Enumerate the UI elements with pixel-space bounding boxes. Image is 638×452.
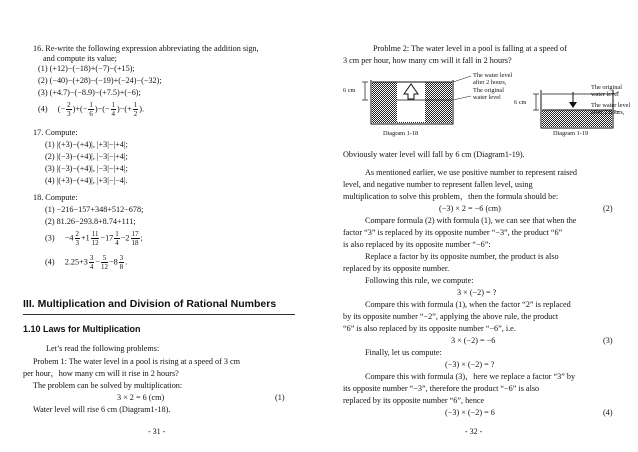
body-line: is also replaced by its opposite number “−6”: xyxy=(343,240,491,249)
subsection-title: 1.10 Laws for Multiplication xyxy=(23,324,141,334)
page-number: - 32 - xyxy=(465,427,483,436)
formula-1: 3 × 2 = 6 (cm) xyxy=(117,393,165,402)
d18-after-label: after 2 hours, xyxy=(473,79,507,86)
body-line: by its opposite number “−2”, applying the above rule, the product xyxy=(343,312,559,321)
q18-item-3: (3) −4 $\frac{2}{3}$ +1 $\frac{11}{12}$ −17 $\frac{1}{4}$ −2 $\frac{17}{18}$ ; xyxy=(45,230,143,247)
body-line: replaced by its opposite number. xyxy=(343,264,450,273)
d18-caption: Diagram 1-18 xyxy=(383,130,419,137)
formula-3-number: (3) xyxy=(603,336,613,345)
formula-4: (−3) × (−2) = 6 xyxy=(445,408,495,417)
body-line: per hour，how many cm will it rise in 2 hours? xyxy=(23,369,179,378)
water-level-diagram xyxy=(343,72,633,160)
body-line: As mentioned earlier, we use positive number to represent raised xyxy=(365,168,578,177)
d19-after-label: The water level xyxy=(591,102,631,109)
q18-item-2: (2) 81.26−293.8+8.74+111; xyxy=(45,217,136,226)
q16-item-2: (2) (−40)−(+28)−(−19)+(−24)−(−32); xyxy=(38,76,162,85)
d19-caption: Diagram 1-19 xyxy=(553,130,589,137)
q16-item-1: (1) (+12)−(−18)+(−7)−(+15); xyxy=(38,64,135,73)
q17-title: 17. Compute: xyxy=(33,128,78,137)
fraction: $\frac{2}{3}$ xyxy=(75,230,79,247)
body-line: multiplication to solve this problem，then the formula should be: xyxy=(343,192,559,201)
q17-item-1: (1) |(+3)−(+4)|, |+3|−|+4|; xyxy=(45,140,128,149)
q16-item-3: (3) (+4.7)−(−8.9)−(+7.5)+(−6); xyxy=(38,88,141,97)
q16-title: 16. Re-write the following expression abbreviating the addition sign, xyxy=(33,44,259,53)
q17-item-3: (3) |(−3)−(+4)|, |−3|−|+4|; xyxy=(45,164,128,173)
d18-after-label: The water level xyxy=(473,72,513,79)
body-line: replaced by its opposite number “6”, hence xyxy=(343,396,485,405)
section-title: III. Multiplication and Division of Rational Numbers xyxy=(23,298,277,310)
fraction: $\frac{3}{8}$ xyxy=(119,254,124,271)
question-2: (−3) × (−2) = ? xyxy=(445,360,495,369)
body-line: Following this rule, we compute: xyxy=(365,276,474,285)
formula-1-number: (1) xyxy=(275,393,285,402)
d19-after-label: after 2 hours, xyxy=(591,109,625,116)
question-1: 3 × (−2) = ? xyxy=(457,288,497,297)
body-line: Replace a factor by its opposite number, the product is also xyxy=(365,252,559,261)
fraction: $\frac{1}{2}$ xyxy=(133,101,138,118)
q17-item-2: (2) |(−3)−(+4)|, |−3|−|+4|; xyxy=(45,152,128,161)
fraction: $\frac{11}{12}$ xyxy=(91,230,99,247)
fraction: $\frac{1}{4}$ xyxy=(111,101,116,118)
problem2-line: Problme 2: The water level in a pool is falling at a speed of xyxy=(373,44,567,53)
fraction: $\frac{1}{4}$ xyxy=(115,230,119,247)
q18-title: 18. Compute: xyxy=(33,193,78,202)
body-line: Compare this with formula (1), when the factor “2” is replaced xyxy=(365,300,571,309)
d19-orig-label: water level xyxy=(591,91,619,98)
q18-item-1: (1) −216−157+348+512−678; xyxy=(45,205,144,214)
body-line: level, and negative number to represent fallen level, using xyxy=(343,180,533,189)
body-line: Compare this with formula (3)，here we replace a factor “3” by xyxy=(365,372,576,381)
d19-orig-label: The original xyxy=(591,84,622,91)
fraction: $\frac{2}{3}$ xyxy=(67,101,71,118)
fraction: $\frac{1}{6}$ xyxy=(89,101,93,118)
body-line: Probem 1: The water level in a pool is rising at a speed of 3 cm xyxy=(33,357,240,366)
body-line: Finally, let us compute: xyxy=(365,348,442,357)
formula-2-number: (2) xyxy=(603,204,613,213)
body-line: factor “3” is replaced by its opposite number “−3”, the product “6” xyxy=(343,228,563,237)
q16-item-4: (4) (− $\frac{2}{3}$ )+(− $\frac{1}{6}$ )−(− $\frac{1}{4}$ )−(+ $\frac{1}{2}$ ). xyxy=(38,101,145,118)
body-line: “6” is also replaced by its opposite number “−6”, i.e. xyxy=(343,324,516,333)
section-divider xyxy=(23,314,295,315)
page-number: - 31 - xyxy=(148,427,166,436)
q16-title-cont: and compute its value; xyxy=(43,54,117,63)
d18-orig-label: water level xyxy=(473,94,501,101)
body-line: its opposite number “−3”, therefore the product “−6” is also xyxy=(343,384,540,393)
body-line: Compare formula (2) with formula (1), we can see that when the xyxy=(365,216,577,225)
body-line: The problem can be solved by multiplication: xyxy=(33,381,183,390)
q18-item-4: (4) 2.25+3 $\frac{3}{4}$ − $\frac{5}{12}$ −8 $\frac{3}{8}$ . xyxy=(45,254,128,271)
body-line: Obviously water level will fall by 6 cm (Diagram1-19). xyxy=(343,150,525,159)
formula-4-number: (4) xyxy=(603,408,613,417)
formula-3: 3 × (−2) = −6 xyxy=(451,336,496,345)
body-line: Let’s read the following problems: xyxy=(46,344,160,353)
right-page xyxy=(319,0,638,452)
fraction: $\frac{17}{18}$ xyxy=(131,230,139,247)
problem2-line: 3 cm per hour, how many cm will it fall in 2 hours? xyxy=(343,56,512,65)
d18-side-label: 6 cm xyxy=(343,87,356,94)
q17-item-4: (4) |(+3)−(+4)|, |+3|−|−4|. xyxy=(45,176,128,185)
d19-side-label: 6 cm xyxy=(514,99,527,106)
body-line: Water level will rise 6 cm (Diagram1-18). xyxy=(33,405,171,414)
fraction: $\frac{5}{12}$ xyxy=(100,254,108,271)
fraction: $\frac{3}{4}$ xyxy=(89,254,94,271)
d18-orig-label: The original xyxy=(473,87,504,94)
formula-2: (−3) × 2 = −6 (cm) xyxy=(439,204,501,213)
diagram-1-18 xyxy=(362,76,471,124)
